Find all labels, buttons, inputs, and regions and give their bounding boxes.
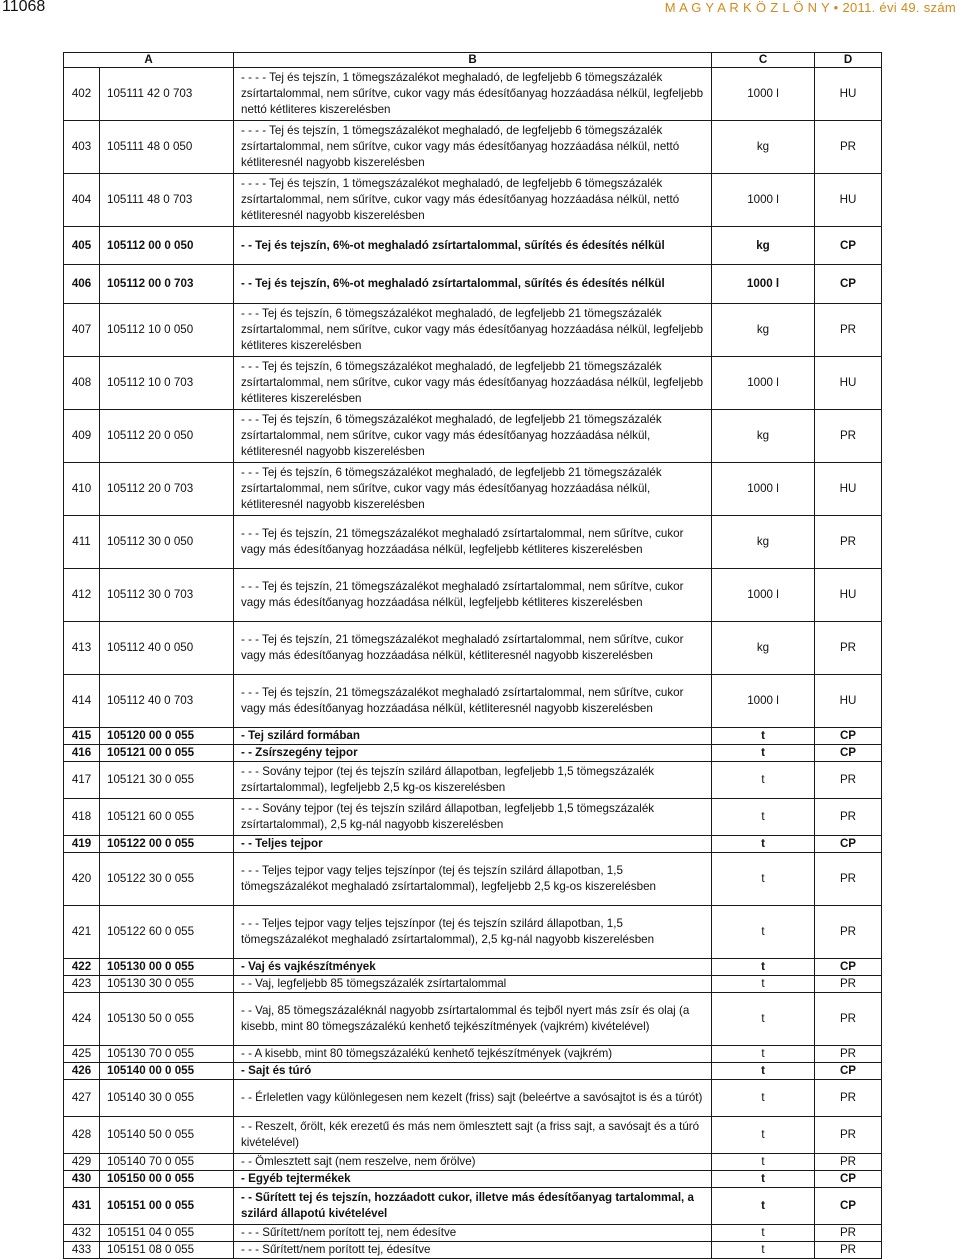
product-description: - - Sűrített tej és tejszín, hozzáadott cukor, illetve más édesítőanyag tartalommal, a szilárd állapotú kivételével <box>234 1188 712 1225</box>
unit-of-measure: 1000 l <box>712 569 815 622</box>
product-code: 105112 20 0 050 <box>100 410 234 463</box>
product-code: 105111 48 0 703 <box>100 174 234 227</box>
record-type: PR <box>815 121 882 174</box>
product-code: 105140 70 0 055 <box>100 1154 234 1171</box>
product-code: 105151 08 0 055 <box>100 1242 234 1259</box>
row-number: 404 <box>64 174 100 227</box>
product-description: - - - Sovány tejpor (tej és tejszín szilárd állapotban, legfeljebb 1,5 tömegszázalék zsírtartalommal), legfeljebb 2,5 kg-os kiszerelésben <box>234 762 712 799</box>
record-type: PR <box>815 993 882 1046</box>
unit-of-measure: t <box>712 745 815 762</box>
unit-of-measure: t <box>712 799 815 836</box>
unit-of-measure: t <box>712 959 815 976</box>
unit-of-measure: kg <box>712 304 815 357</box>
record-type: CP <box>815 1063 882 1080</box>
row-number: 425 <box>64 1046 100 1063</box>
row-number: 408 <box>64 357 100 410</box>
record-type: CP <box>815 1171 882 1188</box>
product-description: - - - Tej és tejszín, 6 tömegszázalékot meghaladó, de legfeljebb 21 tömegszázalék zsírtartalommal, nem sűrítve, cukor vagy más édesítőanyag hozzáadása nélkül, kétliteresnél nagyobb kiszerelésben <box>234 463 712 516</box>
product-code: 105112 10 0 703 <box>100 357 234 410</box>
product-code: 105121 30 0 055 <box>100 762 234 799</box>
unit-of-measure: t <box>712 728 815 745</box>
product-description: - - - Sűrített/nem porított tej, édesítve <box>234 1242 712 1259</box>
row-number: 403 <box>64 121 100 174</box>
record-type: PR <box>815 1225 882 1242</box>
unit-of-measure: 1000 l <box>712 675 815 728</box>
row-number: 421 <box>64 906 100 959</box>
record-type: CP <box>815 836 882 853</box>
record-type: HU <box>815 569 882 622</box>
unit-of-measure: kg <box>712 410 815 463</box>
table-row <box>64 174 882 227</box>
row-number: 409 <box>64 410 100 463</box>
table-row <box>64 959 882 976</box>
product-code: 105122 60 0 055 <box>100 906 234 959</box>
product-code: 105111 48 0 050 <box>100 121 234 174</box>
page-header <box>0 0 960 18</box>
table-row <box>64 68 882 121</box>
record-type: PR <box>815 853 882 906</box>
unit-of-measure: 1000 l <box>712 463 815 516</box>
product-code: 105151 00 0 055 <box>100 1188 234 1225</box>
product-description: - - Érleletlen vagy különlegesen nem kezelt (friss) sajt (beleértve a savósajtot is és a túrót) <box>234 1080 712 1117</box>
row-number: 406 <box>64 265 100 304</box>
row-number: 411 <box>64 516 100 569</box>
table-row <box>64 516 882 569</box>
column-header-c: C <box>712 53 815 68</box>
product-description: - - Tej és tejszín, 6%-ot meghaladó zsírtartalommal, sűrítés és édesítés nélkül <box>234 227 712 265</box>
row-number: 423 <box>64 976 100 993</box>
table-row <box>64 463 882 516</box>
unit-of-measure: t <box>712 1154 815 1171</box>
table-row <box>64 976 882 993</box>
record-type: PR <box>815 906 882 959</box>
record-type: PR <box>815 762 882 799</box>
product-description: - - - Tej és tejszín, 21 tömegszázalékot meghaladó zsírtartalommal, nem sűrítve, cukor vagy más édesítőanyag hozzáadása nélkül, kétliteresnél nagyobb kiszerelésben <box>234 675 712 728</box>
row-number: 420 <box>64 853 100 906</box>
table-row <box>64 745 882 762</box>
product-code: 105121 60 0 055 <box>100 799 234 836</box>
record-type: PR <box>815 410 882 463</box>
unit-of-measure: t <box>712 1242 815 1259</box>
row-number: 414 <box>64 675 100 728</box>
product-description: - - A kisebb, mint 80 tömegszázalékú kenhető tejkészítmények (vajkrém) <box>234 1046 712 1063</box>
product-code: 105120 00 0 055 <box>100 728 234 745</box>
table-row <box>64 762 882 799</box>
table-row <box>64 906 882 959</box>
unit-of-measure: 1000 l <box>712 265 815 304</box>
product-description: - - - Sovány tejpor (tej és tejszín szilárd állapotban, legfeljebb 1,5 tömegszázalék zsírtartalommal), 2,5 kg-nál nagyobb kiszerelésben <box>234 799 712 836</box>
table-row <box>64 1242 882 1259</box>
row-number: 415 <box>64 728 100 745</box>
product-description: - - - Tej és tejszín, 21 tömegszázalékot meghaladó zsírtartalommal, nem sűrítve, cukor vagy más édesítőanyag hozzáadása nélkül, kétliteresnél nagyobb kiszerelésben <box>234 622 712 675</box>
row-number: 433 <box>64 1242 100 1259</box>
unit-of-measure: t <box>712 1188 815 1225</box>
unit-of-measure: kg <box>712 516 815 569</box>
row-number: 413 <box>64 622 100 675</box>
product-description: - - Zsírszegény tejpor <box>234 745 712 762</box>
product-code: 105122 00 0 055 <box>100 836 234 853</box>
unit-of-measure: t <box>712 1225 815 1242</box>
table-row <box>64 1171 882 1188</box>
table-row <box>64 121 882 174</box>
table-row <box>64 836 882 853</box>
product-code: 105130 30 0 055 <box>100 976 234 993</box>
row-number: 432 <box>64 1225 100 1242</box>
table-row <box>64 799 882 836</box>
product-description: - Sajt és túró <box>234 1063 712 1080</box>
record-type: PR <box>815 1080 882 1117</box>
row-number: 416 <box>64 745 100 762</box>
row-number: 407 <box>64 304 100 357</box>
unit-of-measure: t <box>712 1063 815 1080</box>
column-header-a: A <box>64 53 234 68</box>
record-type: CP <box>815 227 882 265</box>
table-row <box>64 1188 882 1225</box>
row-number: 424 <box>64 993 100 1046</box>
row-number: 430 <box>64 1171 100 1188</box>
row-number: 419 <box>64 836 100 853</box>
product-description: - - - Tej és tejszín, 6 tömegszázalékot meghaladó, de legfeljebb 21 tömegszázalék zsírtartalommal, nem sűrítve, cukor vagy más édesítőanyag hozzáadása nélkül, legfeljebb kétliteres kiszerelésben <box>234 357 712 410</box>
table-row <box>64 728 882 745</box>
unit-of-measure: t <box>712 1117 815 1154</box>
record-type: PR <box>815 799 882 836</box>
row-number: 405 <box>64 227 100 265</box>
product-description: - - Reszelt, őrölt, kék erezetű és más nem ömlesztett sajt (a friss sajt, a savósajt és a túró kivételével) <box>234 1117 712 1154</box>
unit-of-measure: t <box>712 836 815 853</box>
row-number: 431 <box>64 1188 100 1225</box>
table-row <box>64 569 882 622</box>
product-description: - - Tej és tejszín, 6%-ot meghaladó zsírtartalommal, sűrítés és édesítés nélkül <box>234 265 712 304</box>
record-type: CP <box>815 745 882 762</box>
product-code: 105112 10 0 050 <box>100 304 234 357</box>
record-type: HU <box>815 463 882 516</box>
unit-of-measure: t <box>712 906 815 959</box>
unit-of-measure: kg <box>712 227 815 265</box>
product-description: - Egyéb tejtermékek <box>234 1171 712 1188</box>
table-header-row <box>64 53 882 68</box>
product-description: - - - Tej és tejszín, 21 tömegszázalékot meghaladó zsírtartalommal, nem sűrítve, cukor vagy más édesítőanyag hozzáadása nélkül, legfeljebb kétliteres kiszerelésben <box>234 516 712 569</box>
table-row <box>64 357 882 410</box>
row-number: 412 <box>64 569 100 622</box>
record-type: HU <box>815 675 882 728</box>
row-number: 429 <box>64 1154 100 1171</box>
product-description: - - - Sűrített/nem porított tej, nem édesítve <box>234 1225 712 1242</box>
unit-of-measure: kg <box>712 622 815 675</box>
product-description: - - Vaj, legfeljebb 85 tömegszázalék zsírtartalommal <box>234 976 712 993</box>
product-code: 105111 42 0 703 <box>100 68 234 121</box>
unit-of-measure: t <box>712 853 815 906</box>
unit-of-measure: t <box>712 993 815 1046</box>
product-code: 105130 50 0 055 <box>100 993 234 1046</box>
product-description: - - - Teljes tejpor vagy teljes tejszínpor (tej és tejszín szilárd állapotban, 1,5 tömegszázalékot meghaladó zsírtartalommal), legfeljebb 2,5 kg-os kiszerelésben <box>234 853 712 906</box>
product-code: 105130 70 0 055 <box>100 1046 234 1063</box>
record-type: CP <box>815 959 882 976</box>
unit-of-measure: t <box>712 1046 815 1063</box>
row-number: 428 <box>64 1117 100 1154</box>
product-code: 105112 00 0 050 <box>100 227 234 265</box>
product-description: - - - Tej és tejszín, 6 tömegszázalékot meghaladó, de legfeljebb 21 tömegszázalék zsírtartalommal, nem sűrítve, cukor vagy más édesítőanyag hozzáadása nélkül, legfeljebb kétliteres kiszerelésben <box>234 304 712 357</box>
unit-of-measure: t <box>712 762 815 799</box>
row-number: 427 <box>64 1080 100 1117</box>
product-description: - - - Tej és tejszín, 6 tömegszázalékot meghaladó, de legfeljebb 21 tömegszázalék zsírtartalommal, nem sűrítve, cukor vagy más édesítőanyag hozzáadása nélkül, kétliteresnél nagyobb kiszerelésben <box>234 410 712 463</box>
record-type: PR <box>815 976 882 993</box>
record-type: PR <box>815 1242 882 1259</box>
table-row <box>64 1080 882 1117</box>
row-number: 402 <box>64 68 100 121</box>
table-row <box>64 1063 882 1080</box>
product-code: 105150 00 0 055 <box>100 1171 234 1188</box>
record-type: HU <box>815 174 882 227</box>
unit-of-measure: t <box>712 976 815 993</box>
record-type: PR <box>815 1154 882 1171</box>
unit-of-measure: kg <box>712 121 815 174</box>
product-description: - - - Tej és tejszín, 21 tömegszázalékot meghaladó zsírtartalommal, nem sűrítve, cukor vagy más édesítőanyag hozzáadása nélkül, legfeljebb kétliteres kiszerelésben <box>234 569 712 622</box>
product-description: - - - - Tej és tejszín, 1 tömegszázalékot meghaladó, de legfeljebb 6 tömegszázalék zsírtartalommal, nem sűrítve, cukor vagy más édesítőanyag hozzáadása nélkül, nettó kétliteresnél nagyobb kiszerelésben <box>234 174 712 227</box>
product-code: 105112 30 0 703 <box>100 569 234 622</box>
product-code: 105112 40 0 703 <box>100 675 234 728</box>
table-row <box>64 1046 882 1063</box>
product-description: - - Vaj, 85 tömegszázaléknál nagyobb zsírtartalommal és tejből nyert más zsír és olaj (a kisebb, mint 80 tömegszázalékú kenhető tejkészítmények (vajkrém) kivételével) <box>234 993 712 1046</box>
table-row <box>64 853 882 906</box>
journal-title: M A G Y A R K Ö Z L Ö N Y • 2011. évi 49. szám <box>664 0 956 15</box>
table-row <box>64 1117 882 1154</box>
product-code: 105140 30 0 055 <box>100 1080 234 1117</box>
record-type: CP <box>815 728 882 745</box>
record-type: PR <box>815 622 882 675</box>
product-description: - - - - Tej és tejszín, 1 tömegszázalékot meghaladó, de legfeljebb 6 tömegszázalék zsírtartalommal, nem sűrítve, cukor vagy más édesítőanyag hozzáadása nélkül, nettó kétliteresnél nagyobb kiszerelésben <box>234 121 712 174</box>
row-number: 410 <box>64 463 100 516</box>
product-description: - - Ömlesztett sajt (nem reszelve, nem őrölve) <box>234 1154 712 1171</box>
product-description: - Vaj és vajkészítmények <box>234 959 712 976</box>
product-code-table <box>63 52 882 1259</box>
record-type: PR <box>815 1117 882 1154</box>
record-type: CP <box>815 265 882 304</box>
column-header-b: B <box>234 53 712 68</box>
row-number: 417 <box>64 762 100 799</box>
product-code: 105140 00 0 055 <box>100 1063 234 1080</box>
table-row <box>64 1225 882 1242</box>
record-type: HU <box>815 68 882 121</box>
row-number: 418 <box>64 799 100 836</box>
product-description: - - - Teljes tejpor vagy teljes tejszínpor (tej és tejszín szilárd állapotban, 1,5 tömegszázalékot meghaladó zsírtartalommal), 2,5 kg-nál nagyobb kiszerelésben <box>234 906 712 959</box>
row-number: 422 <box>64 959 100 976</box>
record-type: HU <box>815 357 882 410</box>
product-description: - Tej szilárd formában <box>234 728 712 745</box>
product-code: 105121 00 0 055 <box>100 745 234 762</box>
page-number: 11068 <box>2 0 46 15</box>
unit-of-measure: t <box>712 1080 815 1117</box>
table-row <box>64 304 882 357</box>
unit-of-measure: 1000 l <box>712 357 815 410</box>
table-row <box>64 675 882 728</box>
table-row <box>64 622 882 675</box>
record-type: PR <box>815 1046 882 1063</box>
product-code: 105112 30 0 050 <box>100 516 234 569</box>
product-code: 105140 50 0 055 <box>100 1117 234 1154</box>
table-row <box>64 265 882 304</box>
table-row <box>64 227 882 265</box>
unit-of-measure: 1000 l <box>712 68 815 121</box>
record-type: PR <box>815 304 882 357</box>
record-type: PR <box>815 516 882 569</box>
product-code: 105112 40 0 050 <box>100 622 234 675</box>
table-row <box>64 1154 882 1171</box>
row-number: 426 <box>64 1063 100 1080</box>
product-code: 105122 30 0 055 <box>100 853 234 906</box>
product-description: - - Teljes tejpor <box>234 836 712 853</box>
product-description: - - - - Tej és tejszín, 1 tömegszázalékot meghaladó, de legfeljebb 6 tömegszázalék zsírtartalommal, nem sűrítve, cukor vagy más édesítőanyag hozzáadása nélkül, legfeljebb nettó kétliteres kiszerelésben <box>234 68 712 121</box>
table-row <box>64 993 882 1046</box>
product-code: 105151 04 0 055 <box>100 1225 234 1242</box>
record-type: CP <box>815 1188 882 1225</box>
column-header-d: D <box>815 53 882 68</box>
unit-of-measure: t <box>712 1171 815 1188</box>
table-row <box>64 410 882 463</box>
product-code: 105130 00 0 055 <box>100 959 234 976</box>
unit-of-measure: 1000 l <box>712 174 815 227</box>
product-code: 105112 00 0 703 <box>100 265 234 304</box>
product-code: 105112 20 0 703 <box>100 463 234 516</box>
